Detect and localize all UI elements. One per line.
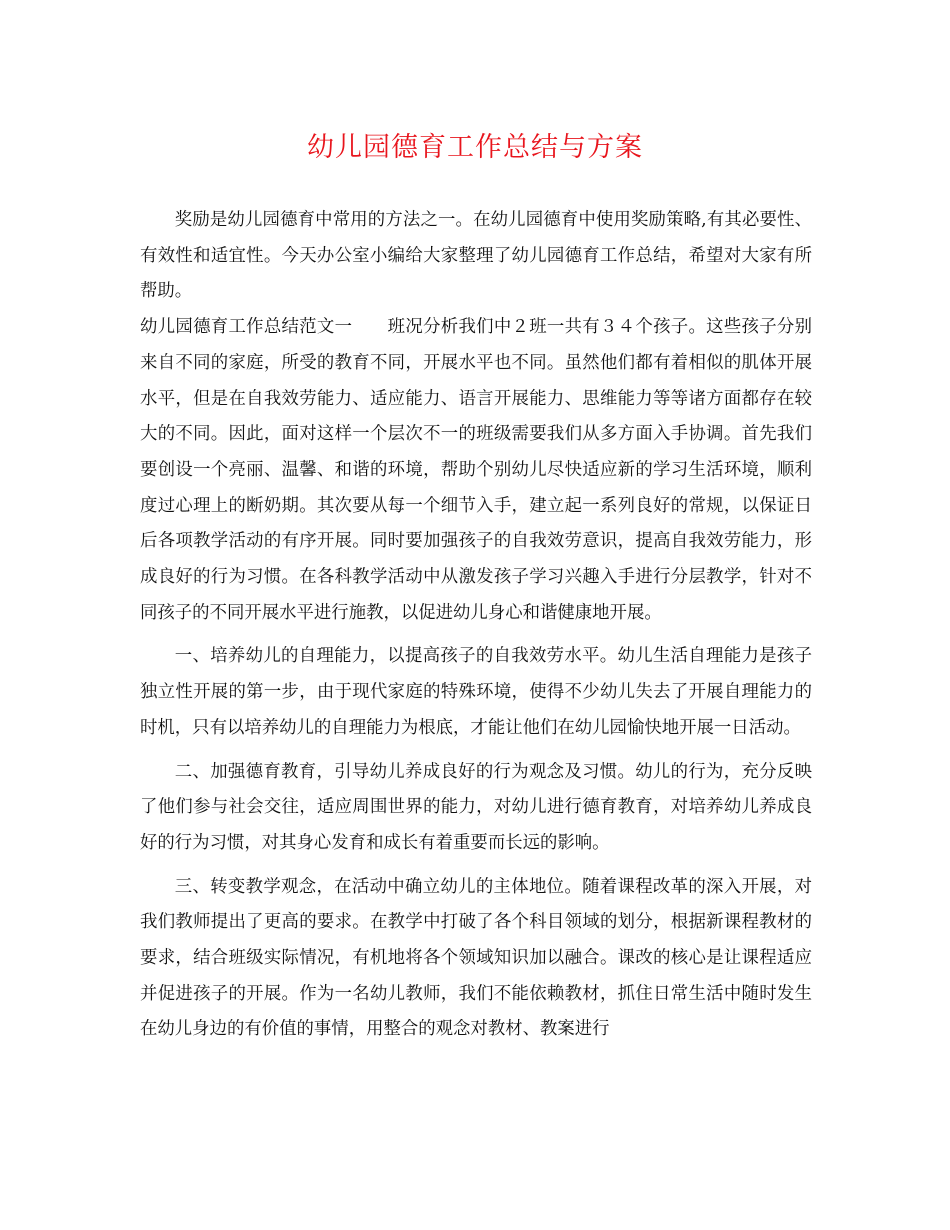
paragraph-point-two: 二、加强德育教育，引导幼儿养成良好的行为观念及习惯。幼儿的行为，充分反映了他们参与社会交往，适应周围世界的能力，对幼儿进行德育教育，对培养幼儿养成良好的行为习惯，对其身心发育和成长有着重要而长远的影响。 [140, 761, 812, 853]
paragraph-intro: 奖励是幼儿园德育中常用的方法之一。在幼儿园德育中使用奖励策略,有其必要性、有效性和适宜性。今天办公室小编给大家整理了幼儿园德育工作总结，希望对大家有所帮助。 [140, 210, 812, 302]
paragraph-point-one: 一、培养幼儿的自理能力，以提高孩子的自我效劳水平。幼儿生活自理能力是孩子独立性开展的第一步，由于现代家庭的特殊环境，使得不少幼儿失去了开展自理能力的时机，只有以培养幼儿的自理能力为根底，才能让他们在幼儿园愉快地开展一日活动。 [140, 646, 812, 738]
paragraph-class-analysis: 幼儿园德育工作总结范文一 班况分析我们中２班一共有３４个孩子。这些孩子分别来自不同的家庭，所受的教育不同，开展水平也不同。虽然他们都有着相似的肌体开展水平，但是在自我效劳能力、适应能力、语言开展能力、思维能力等等诸方面都存在较大的不同。因此，面对这样一个层次不一的班级需要我们从多方面入手协调。首先我们要创设一个亮丽、温馨、和谐的环境，帮助个别幼儿尽快适应新的学习生活环境，顺利度过心理上的断奶期。其次要从每一个细节入手，建立起一系列良好的常规，以保证日后各项教学活动的有序开展。同时要加强孩子的自我效劳意识，提高自我效劳能力，形成良好的行为习惯。在各科教学活动中从激发孩子学习兴趣入手进行分层教学，针对不同孩子的不同开展水平进行施教，以促进幼儿身心和谐健康地开展。 [140, 317, 812, 623]
paragraph-point-three: 三、转变教学观念，在活动中确立幼儿的主体地位。随着课程改革的深入开展，对我们教师提出了更高的要求。在教学中打破了各个科目领域的划分，根据新课程教材的要求，结合班级实际情况，有机地将各个领域知识加以融合。课改的核心是让课程适应并促进孩子的开展。作为一名幼儿教师，我们不能依赖教材，抓住日常生活中随时发生在幼儿身边的有价值的事情，用整合的观念对教材、教案进行 [140, 876, 812, 1040]
document-body [140, 203, 812, 1048]
document-title: 幼儿园德育工作总结与方案 [307, 132, 643, 163]
